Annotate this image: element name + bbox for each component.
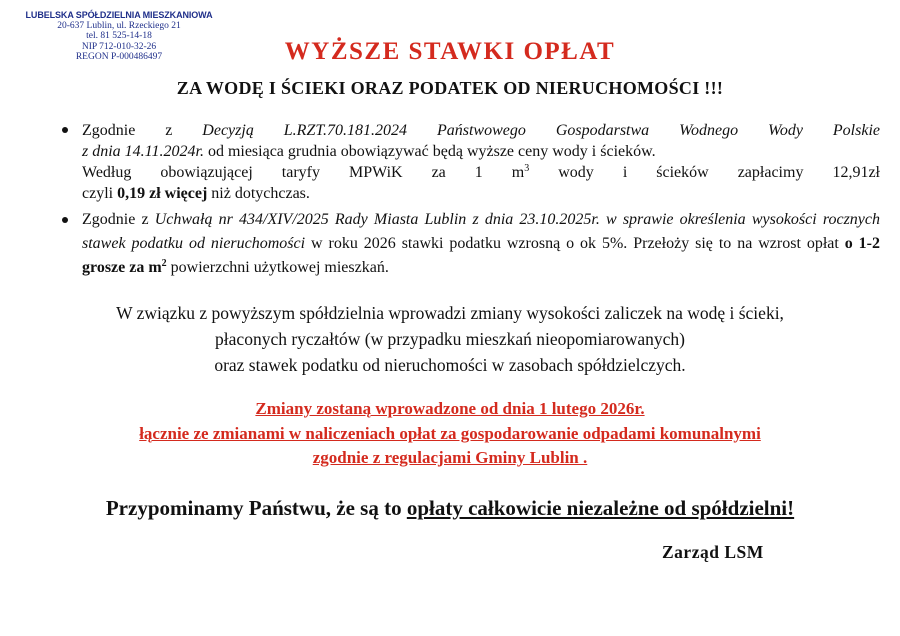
bullet2-text	[82, 208, 880, 280]
notice-line: łącznie ze zmianami w naliczeniach opłat za gospodarowanie odpadami komunalnymi	[139, 423, 761, 443]
organization-name: LUBELSKA SPÓŁDZIELNIA MIESZKANIOWA	[25, 10, 213, 20]
price-increase: 0,19 zł więcej	[117, 185, 208, 202]
bullet-dot-icon	[62, 217, 68, 223]
paragraph-line: płaconych ryczałtów (w przypadku mieszkań nieopomiarowanych)	[215, 329, 685, 349]
tariff-price: wody i ścieków zapłacimy 12,91zł	[529, 164, 881, 181]
bullet2-start: Zgodnie z	[82, 211, 155, 228]
notice-line: Zmiany zostaną wprowadzone od dnia 1 lutego 2026r.	[255, 399, 645, 418]
organization-nip: NIP 712-010-32-26	[81, 41, 157, 52]
bullet-list	[60, 120, 880, 284]
bullet1-line1	[82, 120, 880, 141]
reminder-start: Przypominamy Państwu, że są to	[105, 496, 407, 520]
explanation-paragraph	[0, 300, 900, 378]
bullet1-line2	[82, 141, 880, 162]
bullet1-start: Zgodnie z	[82, 122, 203, 139]
bullet1-rest: od miesiąca grudnia obowiązywać będą wyższe ceny wody i ścieków.	[203, 143, 656, 160]
organization-address: 20-637 Lublin, ul. Rzeckiego 21	[57, 20, 181, 31]
paragraph-line: W związku z powyższym spółdzielnia wprowadzi zmiany wysokości zaliczek na wodę i ścieki,	[116, 303, 784, 323]
bullet1-line4-start: czyli	[82, 185, 118, 202]
bullet1-line4-end: niż dotychczas.	[207, 185, 310, 202]
tax-increase-text: o 1-2 grosze za m	[82, 235, 881, 276]
bullet-water-prices	[60, 120, 880, 204]
notice-line: zgodnie z regulacjami Gminy Lublin .	[312, 448, 588, 467]
square-superscript: 2	[161, 258, 167, 269]
bullet2-mid: w roku 2026 stawki podatku wzrosną o ok 5%. Przełoży się to na wzrost opłat	[305, 235, 845, 252]
document-subtitle: ZA WODĘ I ŚCIEKI ORAZ PODATEK OD NIERUCHOMOŚCI !!!	[176, 78, 724, 98]
bullet1-line4	[82, 183, 880, 204]
organization-regon: REGON P-000486497	[75, 52, 163, 62]
bullet1-line3	[82, 162, 880, 183]
signature: Zarząd LSM	[662, 542, 764, 562]
organization-phone: tel. 81 525-14-18	[86, 31, 152, 41]
reminder-line	[0, 496, 900, 521]
decision-date: z dnia 14.11.2024r.	[82, 143, 204, 160]
tariff-text: Według obowiązującej taryfy MPWiK za 1 m	[82, 164, 525, 181]
paragraph-line: oraz stawek podatku od nieruchomości w zasobach spółdzielczych.	[214, 355, 686, 375]
document-title: WYŻSZE STAWKI OPŁAT	[284, 38, 616, 65]
decision-reference: Decyzją L.RZT.70.181.2024 Państwowego Gospodarstwa Wodnego Wody Polskie	[202, 122, 880, 139]
bullet-dot-icon	[62, 127, 68, 133]
cubic-superscript: 3	[524, 163, 530, 174]
bullet2-end: powierzchni użytkowej mieszkań.	[166, 259, 389, 276]
reminder-underlined: opłaty całkowicie niezależne od spółdzielni!	[406, 496, 795, 520]
change-notice	[0, 397, 900, 471]
bullet-property-tax	[60, 208, 880, 280]
resolution-reference: Uchwałą nr 434/XIV/2025 Rady Miasta Lublin z dnia 23.10.2025r. w sprawie określenia wysokości rocznych stawek podatku od nieruchomości	[82, 211, 881, 252]
